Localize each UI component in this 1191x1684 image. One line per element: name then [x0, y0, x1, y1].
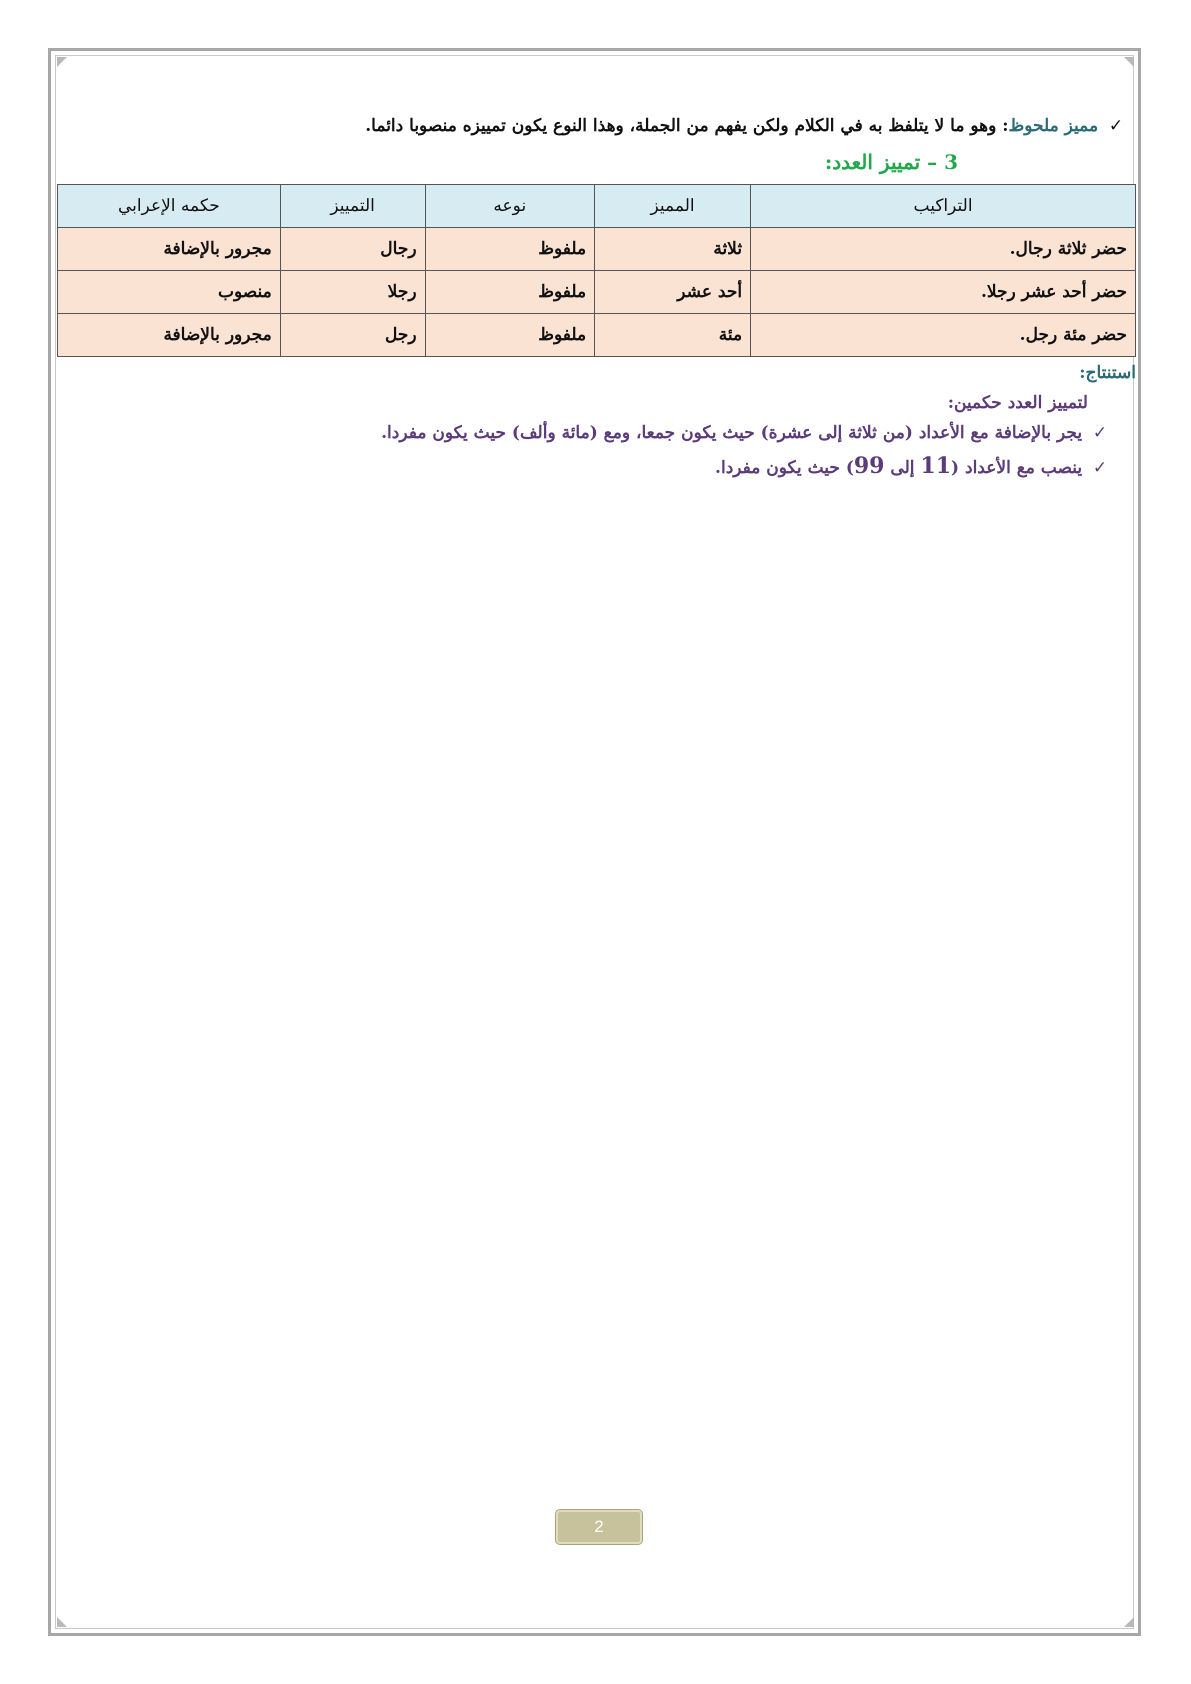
number-specifier-table	[57, 184, 1136, 357]
table-cell: أحد عشر	[595, 271, 751, 314]
table-cell: ملفوظ	[425, 314, 595, 357]
rule-text-after: ) حيث يكون مفردا.	[715, 458, 854, 478]
corner-ornament	[57, 57, 67, 67]
table-cell: مئة	[595, 314, 751, 357]
rule-text-mid: إلى	[884, 458, 921, 478]
rule-number: 11	[920, 453, 952, 479]
corner-ornament	[1124, 1617, 1134, 1627]
table-header-cell: المميز	[595, 185, 751, 228]
table-row	[58, 228, 1136, 271]
note-colon: :	[1002, 116, 1009, 136]
corner-ornament	[1124, 57, 1134, 67]
corner-ornament	[57, 1617, 67, 1627]
table-cell: مجرور بالإضافة	[58, 314, 281, 357]
section-title: 3 – تمييز العدد:	[824, 150, 958, 174]
page-number-badge: 2	[556, 1510, 642, 1544]
table-header-cell: التراكيب	[751, 185, 1136, 228]
rule-number: 99	[853, 453, 885, 479]
checkmark-icon: ✓	[1092, 423, 1108, 443]
table-cell: حضر ثلاثة رجال.	[751, 228, 1136, 271]
table-cell: مجرور بالإضافة	[58, 228, 281, 271]
table-cell: حضر مئة رجل.	[751, 314, 1136, 357]
table-cell: حضر أحد عشر رجلا.	[751, 271, 1136, 314]
note-term: مميز ملحوظ	[1008, 116, 1099, 136]
document-content	[56, 112, 1136, 479]
table-cell: رجل	[280, 314, 425, 357]
table-cell: ملفوظ	[425, 228, 595, 271]
table-row	[58, 314, 1136, 357]
rules-intro: لتمييز العدد حكمين:	[947, 393, 1088, 413]
conclusion-label: استنتاج:	[1079, 363, 1136, 383]
rule-text: يجر بالإضافة مع الأعداد (من ثلاثة إلى عشرة) حيث يكون جمعا، ومع (مائة وألف) حيث يكون مفردا.	[381, 423, 1083, 443]
note-text: وهو ما لا يتلفظ به في الكلام ولكن يفهم من الجملة، وهذا النوع يكون تمييزه منصوبا دائما.	[365, 116, 1003, 136]
table-cell: منصوب	[58, 271, 281, 314]
note-definition	[56, 112, 1136, 140]
table-cell: رجال	[280, 228, 425, 271]
table-cell: ثلاثة	[595, 228, 751, 271]
table-row	[58, 271, 1136, 314]
rule-item	[56, 453, 1136, 479]
checkmark-icon: ✓	[1108, 116, 1124, 136]
table-header-cell: حكمه الإعرابي	[58, 185, 281, 228]
table-cell: رجلا	[280, 271, 425, 314]
table-header-row	[58, 185, 1136, 228]
table-header-cell: نوعه	[425, 185, 595, 228]
rule-text-before: ينصب مع الأعداد (	[951, 458, 1083, 478]
rule-item	[56, 423, 1136, 443]
checkmark-icon: ✓	[1092, 458, 1108, 478]
table-header-cell: التمييز	[280, 185, 425, 228]
table-cell: ملفوظ	[425, 271, 595, 314]
